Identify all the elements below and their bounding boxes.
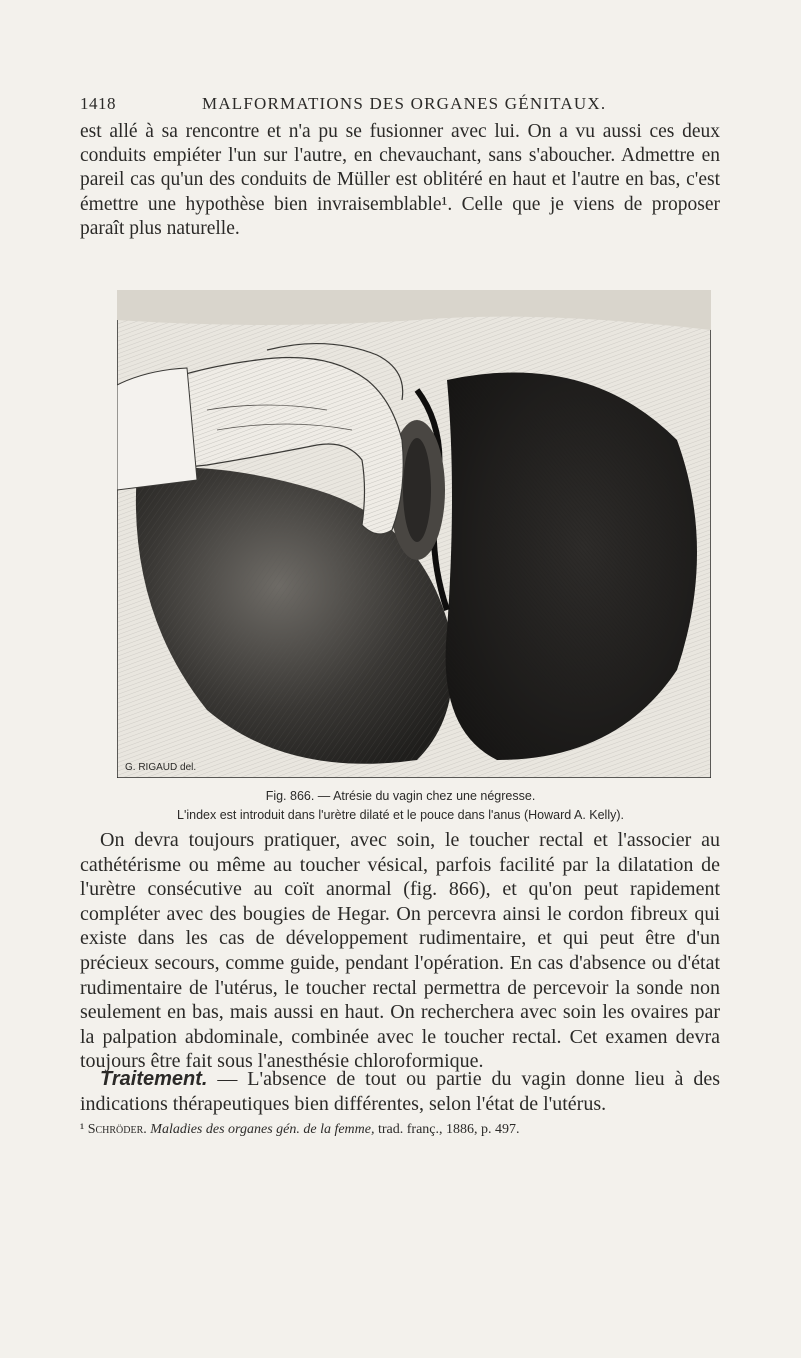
footnote-author: Schröder.	[87, 1122, 147, 1137]
running-title: MALFORMATIONS DES ORGANES GÉNITAUX.	[202, 94, 607, 113]
footnote-reference: trad. franç., 1886, p. 497.	[378, 1122, 520, 1137]
section-heading-traitement: Traitement.	[100, 1068, 208, 1090]
footnote	[80, 1121, 740, 1139]
artist-signature: G. RIGAUD del.	[125, 762, 197, 773]
body-paragraph-2	[80, 1067, 720, 1116]
figure-866	[117, 290, 711, 778]
intro-paragraph: est allé à sa rencontre et n'a pu se fusionner avec lui. On a vu aussi ces deux conduits empiéter l'un sur l'autre, en chevauchant, sans s'aboucher. Admettre en pareil cas qu'un des conduits de Müller est oblitéré en haut et l'autre en bas, c'est émettre une hypothèse bien invraisemblable¹. Celle que je viens de proposer paraît plus naturelle.	[80, 121, 720, 239]
page-number: 1418	[80, 94, 116, 113]
engraving-illustration	[117, 290, 711, 778]
paragraph-2-text: — L'absence de tout ou partie du vagin donne lieu à des indications thérapeutiques bien différentes, selon l'état de l'utérus.	[80, 1068, 720, 1115]
footnote-marker: ¹	[80, 1122, 85, 1137]
body-paragraph-1: On devra toujours pratiquer, avec soin, le toucher rectal et l'associer au cathétérisme ou même au toucher vésical, parfois facilité par la dilatation de l'urètre consécutive au coït anormal (fig. 866), et qu'on peut rapidement compléter avec des bougies de Hegar. On percevra ainsi le cordon fibreux qui existe dans les cas de développement rudimentaire, et qui peut être d'un précieux secours, comme guide, pendant l'opération. En cas d'absence ou d'état rudimentaire de l'utérus, le toucher rectal permettra de percevoir la sonde non seulement en bas, mais aussi en haut. On recherchera avec soin les ovaires par la palpation abdominale, combinée avec le toucher rectal. Cet examen devra toujours être fait sous l'anesthésie chloroformique.	[80, 829, 720, 1073]
figure-caption-description: L'index est introduit dans l'urètre dilaté et le pouce dans l'anus (Howard A. Kelly).	[177, 808, 624, 822]
figure-caption-title: Fig. 866. — Atrésie du vagin chez une négresse.	[265, 789, 536, 803]
footnote-title: Maladies des organes gén. de la femme,	[150, 1122, 375, 1137]
